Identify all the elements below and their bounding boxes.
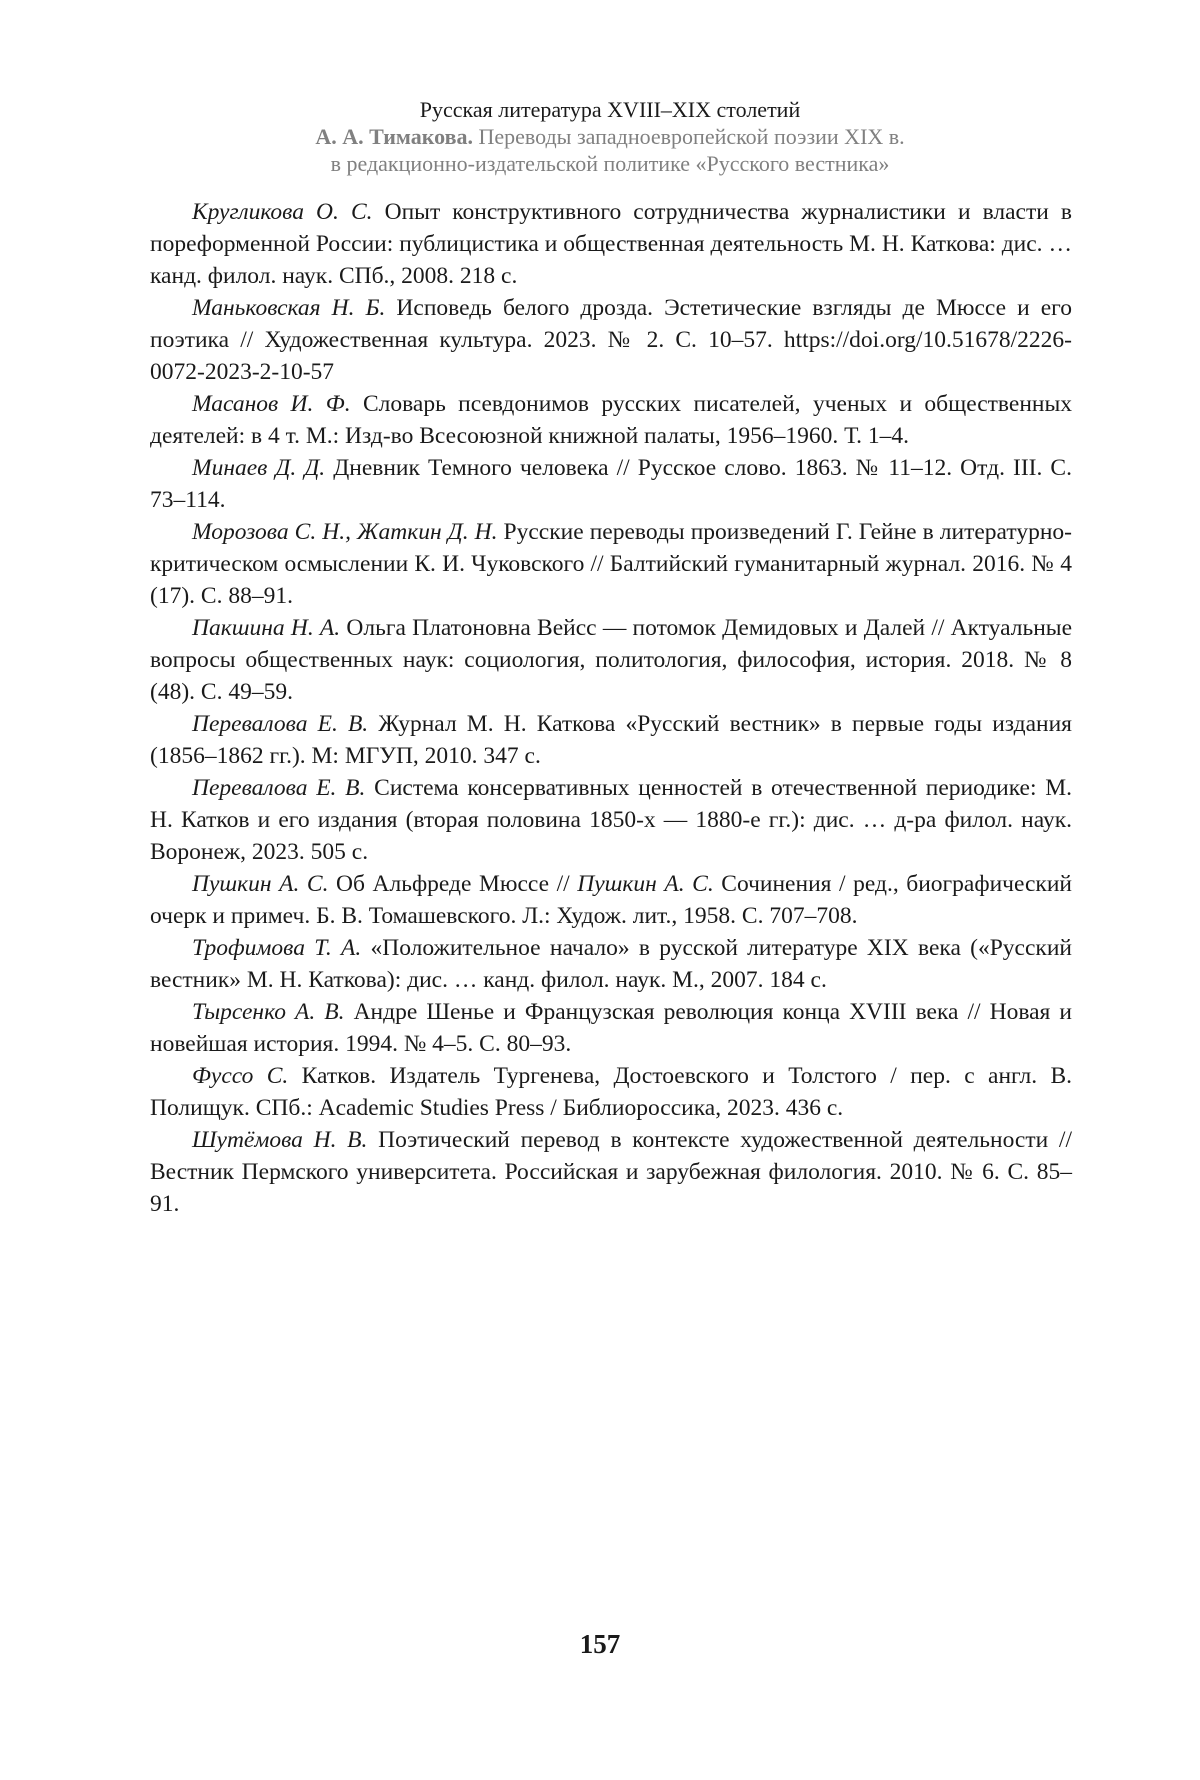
reference-author: Трофимова Т. А. [192, 935, 361, 961]
reference-text: Катков. Издатель Тургенева, Достоевского и Толстого / пер. с англ. В. Полищук. СПб.: Academic Studies Press / Библиороссика, 2023. 436 с. [150, 1063, 1072, 1121]
reference-author-secondary: Пушкин А. С. [577, 871, 713, 897]
page-number: 157 [0, 1628, 1200, 1660]
reference-entry [150, 612, 1072, 708]
reference-author: Перевалова Е. В. [192, 711, 368, 737]
reference-text: Ольга Платоновна Вейсс — потомок Демидовых и Далей // Актуальные вопросы общественных наук: социология, политология, философия, история. 2018. № 8 (48). С. 49–59. [150, 615, 1072, 705]
reference-text: Исповедь белого дрозда. Эстетические взгляды де Мюссе и его поэтика // Художественная культура. 2023. № 2. С. 10–57. https://doi.org/10.51678/2226-0072-2023-2-10-57 [150, 295, 1072, 385]
reference-entry [150, 388, 1072, 452]
reference-entry [150, 772, 1072, 868]
reference-author: Шутёмова Н. В. [192, 1127, 367, 1153]
reference-text: «Положительное начало» в русской литературе XIX века («Рус­ский вестник» М. Н. Каткова): дис. … канд. филол. наук. М., 2007. 184 с. [150, 935, 1072, 993]
reference-text: Поэтический перевод в контексте художественной деятель­ности // Вестник Пермского университета. Российская и зарубежная филология. 2010. № 6. С. 85–91. [150, 1127, 1072, 1217]
reference-author: Фуссо С. [192, 1063, 288, 1089]
reference-author: Тырсенко А. В. [192, 999, 345, 1025]
reference-author: Кругликова О. С. [192, 199, 373, 225]
reference-entry [150, 996, 1072, 1060]
reference-entry [150, 292, 1072, 388]
reference-author: Перевалова Е. В. [192, 775, 365, 801]
reference-author: Пакшина Н. А. [192, 615, 340, 641]
article-title-part-1: Переводы западноевропейской поэзии XIX в. [478, 124, 904, 149]
reference-entry [150, 196, 1072, 292]
reference-entry [150, 708, 1072, 772]
reference-author: Морозова С. Н., Жаткин Д. Н. [192, 519, 497, 545]
reference-author: Минаев Д. Д. [192, 455, 325, 481]
reference-author: Маньковская Н. Б. [192, 295, 385, 321]
reference-text: Словарь псевдонимов русских писателей, ученых и обществен­ных деятелей: в 4 т. М.: Изд-во Всесоюзной книжной палаты, 1956–1960. Т. 1–4. [150, 391, 1072, 449]
document-page [0, 0, 1200, 1780]
reference-text: Об Альфреде Мюссе // [328, 871, 577, 897]
reference-author: Пушкин А. С. [192, 871, 328, 897]
reference-text: Система консервативных ценностей в отечественной периоди­ке: М. Н. Катков и его издания (вторая половина 1850-х — 1880-е гг.): дис. … д-ра филол. наук. Воронеж, 2023. 505 с. [150, 775, 1072, 865]
reference-text: Дневник Темного человека // Русское слово. 1863. № 11–12. Отд. III. С. 73–114. [150, 455, 1072, 513]
reference-entry [150, 516, 1072, 612]
reference-text: Журнал М. Н. Каткова «Русский вестник» в первые годы изда­ния (1856–1862 гг.). М: МГУП, 2010. 347 с. [150, 711, 1072, 769]
section-title: Русская литература XVIII–XIX столетий [150, 96, 1070, 123]
reference-entry [150, 1060, 1072, 1124]
reference-text: Андре Шенье и Французская революция конца XVIII века // Но­вая и новейшая история. 1994. № 4–5. С. 80–93. [150, 999, 1072, 1057]
article-title-line-1 [150, 123, 1070, 150]
reference-entry [150, 1124, 1072, 1220]
reference-author: Масанов И. Ф. [192, 391, 351, 417]
article-title-line-2: в редакционно-издательской политике «Русского вестника» [150, 150, 1070, 177]
article-author: А. А. Тимакова. [315, 124, 473, 149]
reference-text: Русские переводы произведений Г. Гейне в лите­ратурно-критическом осмыслении К. И. Чуковского // Балтийский гуманитарный журнал. 2016. № 4 (17). С. 88–91. [150, 519, 1072, 609]
reference-list [150, 196, 1072, 1220]
reference-entry [150, 868, 1072, 932]
reference-entry [150, 452, 1072, 516]
running-head [150, 96, 1070, 177]
reference-entry [150, 932, 1072, 996]
reference-text: Опыт конструктивного сотрудничества журналистики и власти в пореформенной России: публицистика и общественная деятельность М. Н. Каткова: дис. … канд. филол. наук. СПб., 2008. 218 с. [150, 199, 1072, 289]
reference-text-secondary: Сочинения / ред., биографи­ческий очерк и примеч. Б. В. Томашевского. Л.: Худож. лит., 1958. С. 707–708. [150, 871, 1072, 929]
